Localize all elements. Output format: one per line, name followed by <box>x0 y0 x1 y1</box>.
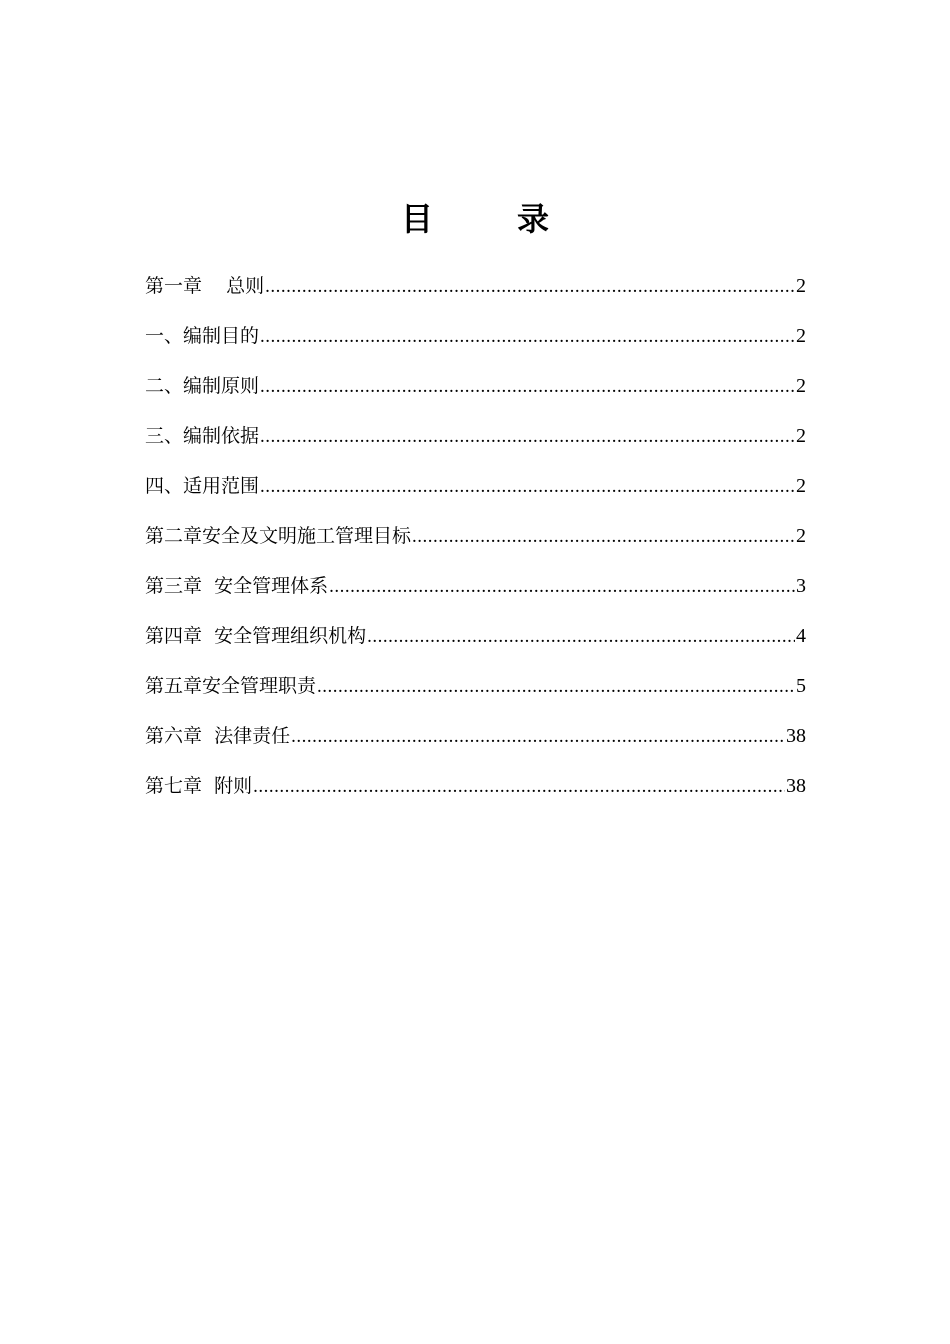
toc-entry-label: 第二章安全及文明施工管理目标 <box>145 525 412 547</box>
toc-entry[interactable] <box>145 413 806 463</box>
toc-entry-page: 2 <box>796 375 806 397</box>
toc-entry-page: 2 <box>796 525 806 547</box>
toc-entry-page: 2 <box>796 475 806 497</box>
toc-leader-dots <box>329 564 795 610</box>
toc-entry[interactable] <box>145 713 806 763</box>
toc-entry-label: 第三章 安全管理体系 <box>145 575 329 597</box>
toc-leader-dots <box>253 764 785 810</box>
toc-entry-label: 三、编制依据 <box>145 425 260 447</box>
toc-entry[interactable] <box>145 763 806 813</box>
toc-entry-label: 一、编制目的 <box>145 325 260 347</box>
toc-entry-label: 第六章 法律责任 <box>145 725 291 747</box>
toc-entry-page: 2 <box>796 325 806 347</box>
toc-leader-dots <box>291 714 785 760</box>
toc-entry[interactable] <box>145 263 806 313</box>
toc-leader-dots <box>412 514 795 560</box>
toc-leader-dots <box>260 364 795 410</box>
toc-entry-label: 第五章安全管理职责 <box>145 675 317 697</box>
toc-entry-page: 38 <box>786 725 806 747</box>
toc-entry-page: 38 <box>786 775 806 797</box>
toc-entry-label: 第七章 附则 <box>145 775 253 797</box>
toc-leader-dots <box>260 464 795 510</box>
toc-entry-label: 二、编制原则 <box>145 375 260 397</box>
toc-leader-dots <box>367 614 795 660</box>
toc-entry[interactable] <box>145 463 806 513</box>
toc-entry[interactable] <box>145 363 806 413</box>
toc-entry-label: 第四章 安全管理组织机构 <box>145 625 367 647</box>
toc-leader-dots <box>260 314 795 360</box>
toc-list <box>145 263 806 813</box>
toc-leader-dots <box>317 664 795 710</box>
toc-entry-page: 5 <box>796 675 806 697</box>
toc-leader-dots <box>260 414 795 460</box>
toc-leader-dots <box>265 264 795 310</box>
toc-entry-page: 2 <box>796 425 806 447</box>
toc-title-char-1: 目 <box>400 200 433 238</box>
toc-entry[interactable] <box>145 663 806 713</box>
toc-entry[interactable] <box>145 613 806 663</box>
toc-title <box>0 195 950 243</box>
toc-entry-page: 4 <box>796 625 806 647</box>
toc-entry-label: 四、适用范围 <box>145 475 260 497</box>
toc-title-char-2: 录 <box>517 200 550 238</box>
toc-entry[interactable] <box>145 313 806 363</box>
toc-entry[interactable] <box>145 513 806 563</box>
toc-entry-page: 2 <box>796 275 806 297</box>
toc-entry[interactable] <box>145 563 806 613</box>
toc-entry-label: 第一章 总则 <box>145 275 265 297</box>
toc-entry-page: 3 <box>796 575 806 597</box>
